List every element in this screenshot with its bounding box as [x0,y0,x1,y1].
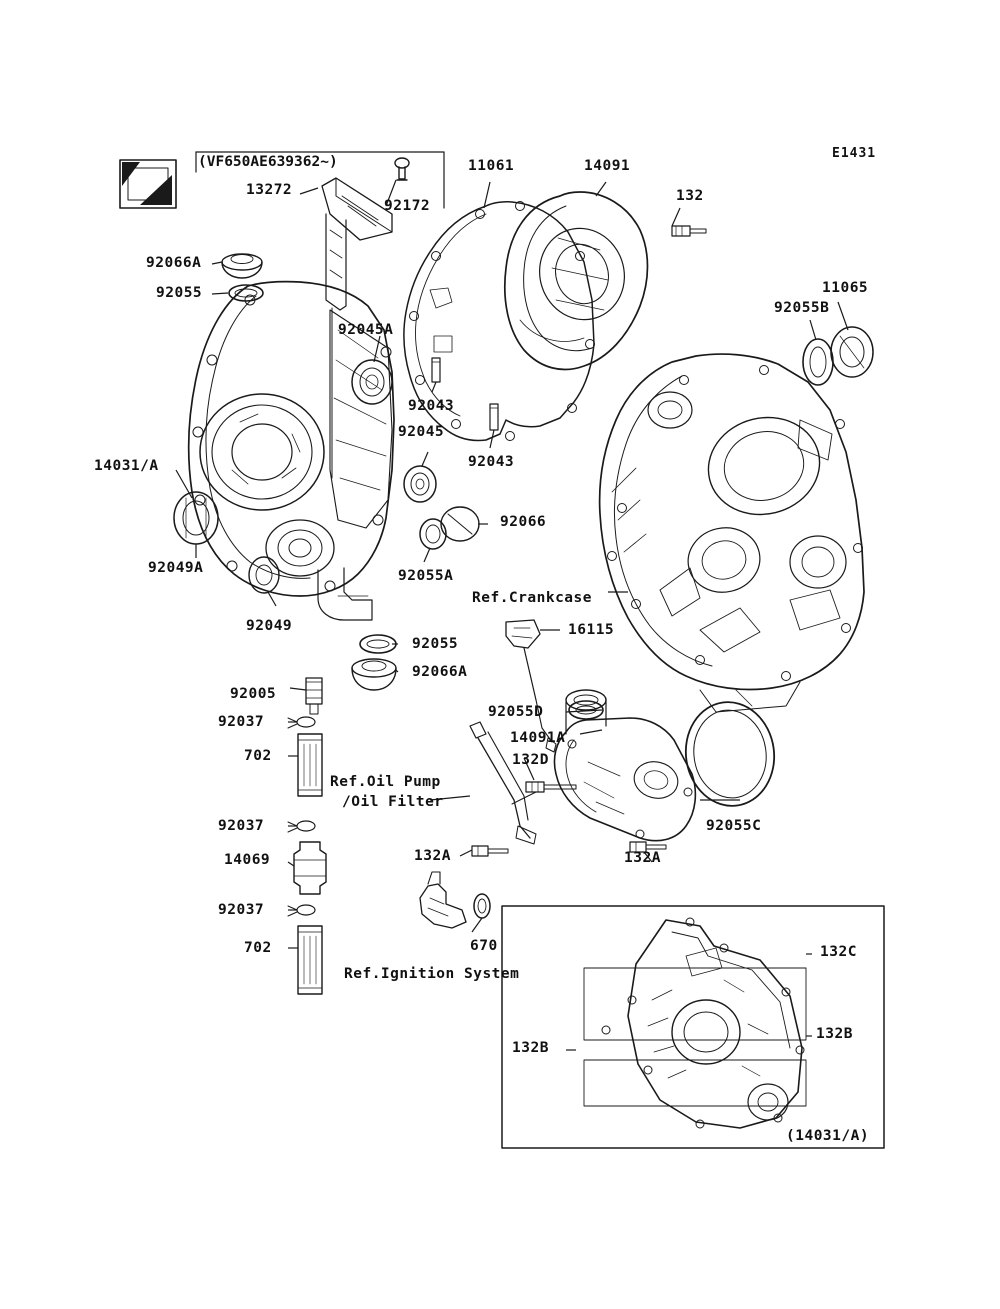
part-92049-seal [249,557,279,593]
part-14069-filter [294,842,326,894]
part-92045A-bearing [352,360,392,404]
part-670-oring-and-pickup [420,872,490,928]
label-132D: 132D [512,752,549,768]
label-ref-crankcase: Ref.Crankcase [472,590,592,606]
label-ref-oil-filter: /Oil Filter [342,794,444,810]
inset-caption: (14031/A) [786,1128,870,1144]
label-132B-left: 132B [512,1040,549,1056]
label-16115: 16115 [568,622,615,638]
label-702-2: 702 [244,940,272,956]
label-ref-oil-pump: Ref.Oil Pump [330,774,441,790]
label-92043-2: 92043 [468,454,515,470]
part-92055B-oring [803,339,833,385]
label-13272: 13272 [246,182,293,198]
label-92066A-top: 92066A [146,255,202,271]
part-132-bolt [672,226,706,236]
front-arrow-icon [120,160,176,208]
label-132: 132 [676,188,704,204]
part-92049A-seal [174,492,218,544]
label-11065: 11065 [822,280,869,296]
part-92005-fitting [306,678,322,714]
label-92045A: 92045A [338,322,394,338]
label-670: 670 [470,938,498,954]
label-14091: 14091 [584,158,631,174]
label-92055C: 92055C [706,818,762,834]
part-132A-bolt-1 [472,846,508,856]
label-14069: 14069 [224,852,271,868]
label-92043-1: 92043 [408,398,455,414]
part-702-hose-2 [298,926,322,994]
leader-lines [176,180,848,1050]
part-92045-bearing [404,466,436,502]
part-92055-oring-mid [360,635,396,653]
label-11061: 11061 [468,158,515,174]
label-92037-3: 92037 [218,902,265,918]
part-92066A-plug-mid [352,659,396,690]
label-92049A: 92049A [148,560,204,576]
label-92066A-mid: 92066A [412,664,468,680]
label-ref-ignition: Ref.Ignition System [344,966,520,982]
label-14091A: 14091A [510,730,566,746]
label-132C: 132C [820,944,857,960]
part-92172-bolt [395,158,409,180]
part-14091A-cover [554,690,695,841]
part-92043-pin-2 [490,404,498,430]
label-92045: 92045 [398,424,445,440]
label-92037-2: 92037 [218,818,265,834]
label-92005: 92005 [230,686,277,702]
part-92066-plug [441,507,479,541]
label-92172: 92172 [384,198,431,214]
label-92055D: 92055D [488,704,544,720]
part-702-hose-1 [298,734,322,796]
sheet-code: E1431 [832,146,877,161]
part-92066A-plug-top [222,254,262,278]
part-11065-cap [831,327,873,377]
part-132D-bolt [526,782,576,792]
label-132B-right: 132B [816,1026,853,1042]
label-92055B: 92055B [774,300,830,316]
label-92055A: 92055A [398,568,454,584]
label-14031A: 14031/A [94,458,159,474]
label-92055-top: 92055 [156,285,203,301]
label-92037-1: 92037 [218,714,265,730]
label-132A-1: 132A [414,848,451,864]
variant-note: (VF650AE639362~) [198,154,338,170]
ref-crankcase-body [600,354,864,712]
label-92049: 92049 [246,618,293,634]
label-92055-mid: 92055 [412,636,459,652]
label-132A-2: 132A [624,850,661,866]
part-14091-cover [505,192,648,369]
part-92055C-oring [679,696,781,811]
label-92066: 92066 [500,514,547,530]
part-92055A-oring [420,519,446,549]
part-92043-pin-1 [432,358,440,382]
label-702-1: 702 [244,748,272,764]
